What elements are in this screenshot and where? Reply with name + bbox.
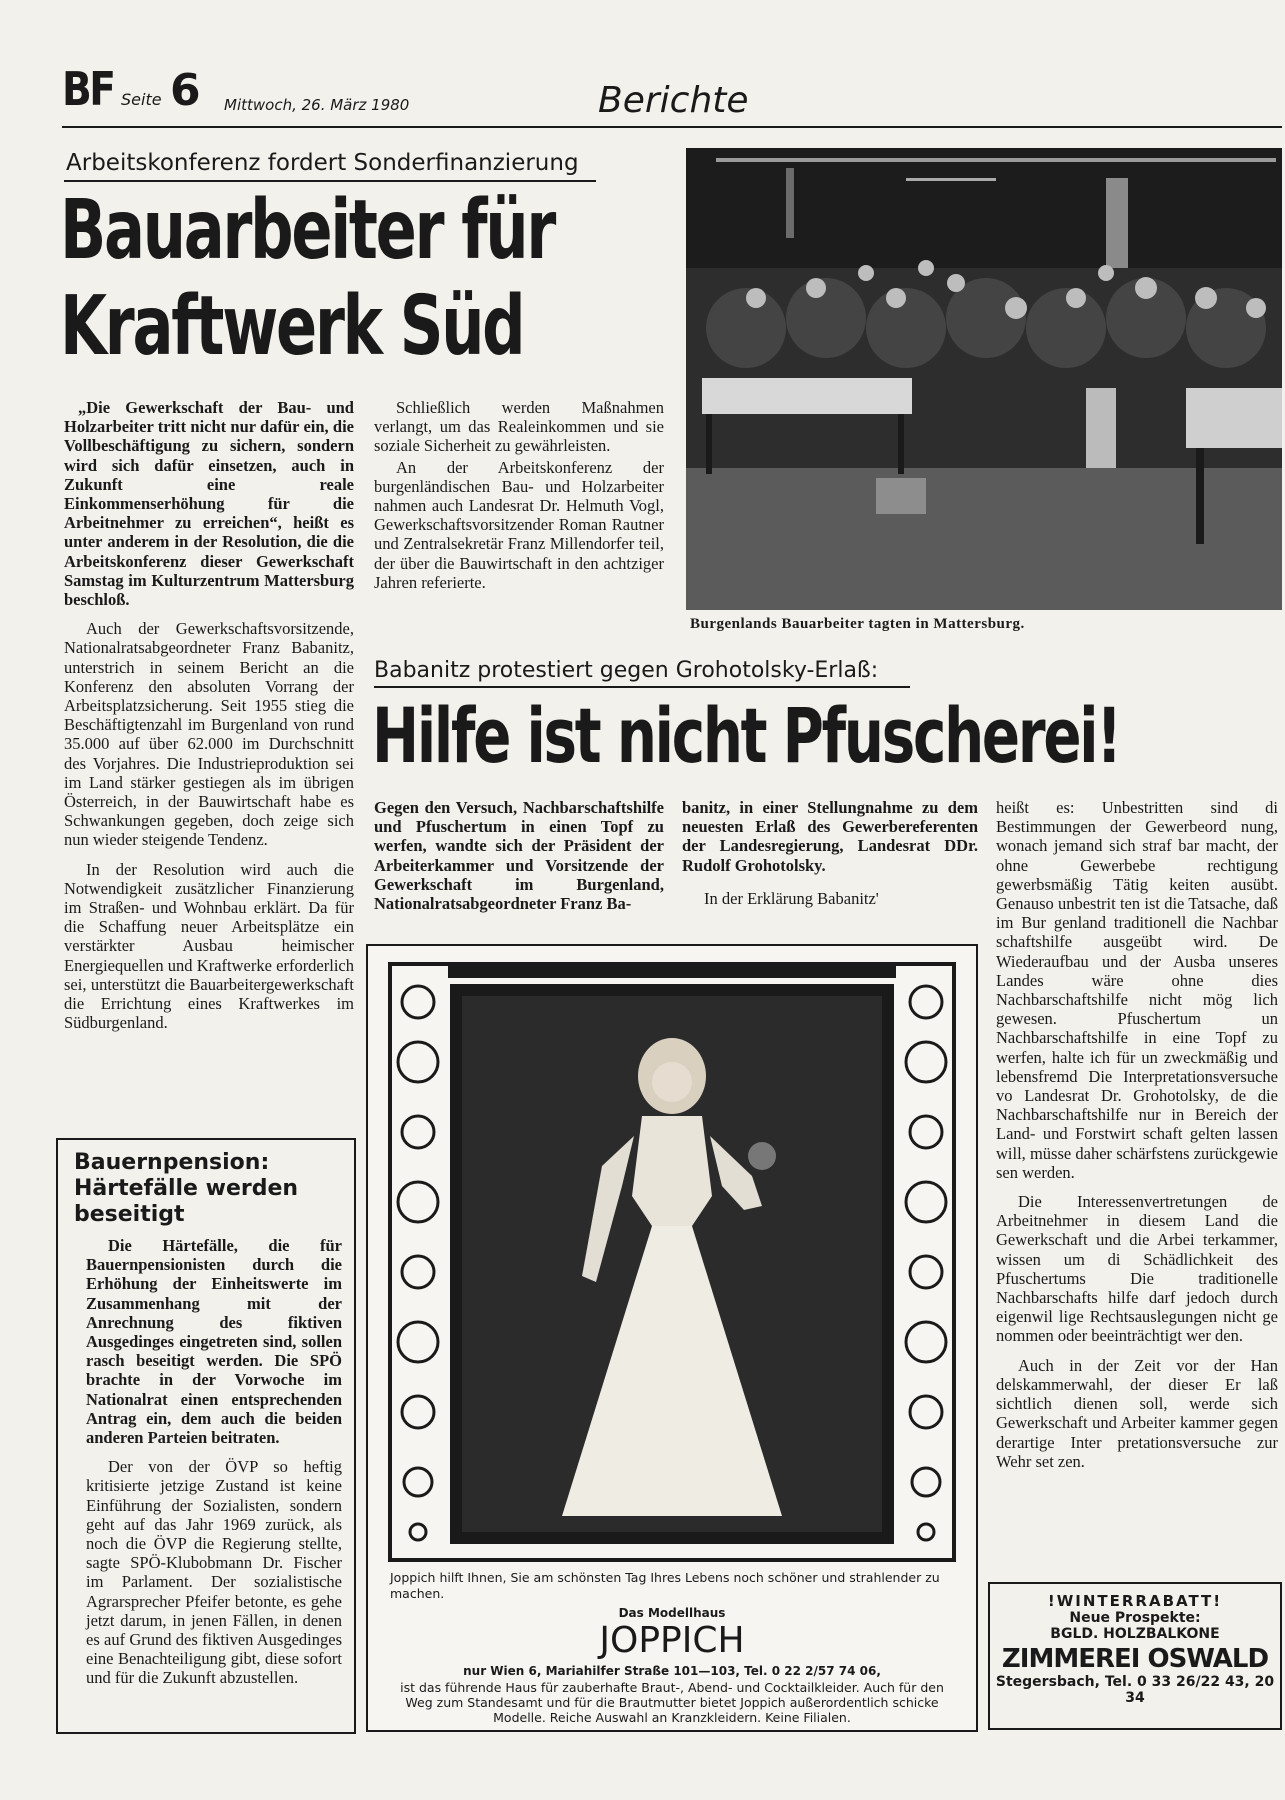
article1-headline-line1: Bauarbeiter für (60, 183, 555, 278)
article2-kicker-underline (374, 686, 910, 688)
article1-lead: „Die Gewerkschaft der Bau- und Holzarbeiter tritt nicht nur dafür ein, die Vollbeschäftigung zu sichern, sondern wird sich dafür einsetzen, auch in Zukunft eine reale Einkommenserhöhung für die Arbeitnehmer zu erreichen“, heißt es unter anderem in der Resolution, die die Arbeitskonferenz dieser Gewerkschaft Samstag im Kulturzentrum Mattersburg beschloß. (64, 398, 354, 610)
oswald-line2: Neue Prospekte: (1069, 1610, 1201, 1626)
article2-headline: Hilfe ist nicht Pfuscherei! (372, 691, 1120, 780)
oswald-brand: ZIMMEREI OSWALD (1001, 1644, 1269, 1674)
page-number: 6 (170, 65, 201, 116)
article2-kicker: Babanitz protestiert gegen Grohotolsky-Erlaß: (374, 658, 879, 683)
article1-kicker: Arbeitskonferenz fordert Sonderfinanzierung (66, 150, 579, 176)
masthead-rule (62, 126, 1282, 128)
joppich-text2: ist das führende Haus für zauberhafte Braut-, Abend- und Cocktailkleider. Auch für den Weg zum Standesamt und für die Brautmutter bietet Joppich außerordentlich schicke Modelle. Reiche Auswahl an Kranzkleidern. Keine Filialen. (400, 1680, 944, 1725)
bride-photo (462, 996, 882, 1532)
section-title: Berichte (598, 80, 749, 121)
box-text: Der von der ÖVP so heftig kritisierte jetzige Zustand ist keine Einführung der Sozialisten, sondern geht auf das Jahr 1969 zurück, als noch die ÖVP die Regierung stellte, sagte SPÖ-Klubobmann Dr. Fischer im Parlament. Der sozialistische Agrarsprecher Pfeifer betonte, es gehe jetzt darum, in jenen Fällen, in denen es auf Grund des fiktiven Ausgedinges eine Benachteiligung gibt, diese sofort und für die Zukunft abzustellen. (86, 1457, 342, 1688)
box-headline: Bauernpension: Härtefälle werden beseitigt (74, 1150, 299, 1227)
joppich-label: Das Modellhaus (618, 1606, 726, 1620)
conference-photo (686, 148, 1282, 610)
photo-caption: Burgenlands Bauarbeiter tagten in Mattersburg. (690, 616, 1025, 632)
article1-col2 (374, 398, 664, 602)
box-body (86, 1236, 342, 1688)
article2-lead-col1: Gegen den Versuch, Nachbarschaftshilfe und Pfuschertum in einen Topf zu werfen, wandte sich der Präsident der Arbeiterkammer und Vorsitzende der Gewerkschaft im Burgenland, Nationalratsabgeordneter Franz Ba- (374, 798, 664, 914)
article1-p2: In der Resolution wird auch die Notwendigkeit zusätzlicher Finanzierung im Straßen- und Wohnbau erklärt. Da für die Schaffung neuer Arbeitsplätze ein verstärkter Ausbau heimischer Energiequellen und Kraftwerke erforderlich sei, unterstützt die Bauarbeitergewerkschaft die Errichtung eines Kraftwerkes im Südburgenland. (64, 859, 354, 1033)
conference-photo-image (686, 148, 1282, 610)
article1-col1 (64, 398, 354, 1043)
joppich-brand: JOPPICH (599, 1620, 745, 1661)
oswald-line1: !WINTERRABATT! (1047, 1592, 1223, 1610)
kicker-underline (64, 180, 596, 182)
article2-right-p1: heißt es: Unbestritten sind di Bestimmungen der Gewerbeord nung, wonach jemand sich straf bar macht, der ohne Gewerbebe rechtigung gewerbsmäßig Tätig keiten ausübt. Genauso unbestrit ten ist die Tatsache, daß im Bur genland traditionell die Nachbar schaftshilfe ausgeübt wird. De Wiederaufbau und der Ausba unseres Landes wäre ohne dies Nachbarschaftshilfe nicht mög lich gewesen. Pfuschertum un Nachbarschaftshilfe in eine Topf zu werfen, halte ich für un zweckmäßig und lebensfremd Die Interpretationsversuche vo Landesrat Dr. Grohotolsky, de die Nachbarschaftshilfe nur in Bereich der Land- und Forstwirt schaft gelten lassen will, müsse daher schärfstens zurückgewie sen werden. (996, 798, 1278, 1182)
article2-right-p2: Die Interessenvertretungen de Arbeitnehmer in diesem Land die Gewerkschaft und die Arbei terkammer, wissen um di Schädlichkeit des Pfuschertums Die traditionelle Nachbarschafts hilfe darf jedoch durch eigenwil lige Rechtsauslegungen nicht ge nommen oder beeinträchtigt wer den. (996, 1192, 1278, 1346)
masthead-date: Mittwoch, 26. März 1980 (224, 96, 410, 114)
article1-p4: An der Arbeitskonferenz der burgenländischen Bau- und Holzarbeiter nahmen auch Landesrat Dr. Helmuth Vogl, Gewerkschaftsvorsitzender Roman Rautner und Zentralsekretär Franz Millendorfer teil, der über die Bauwirtschaft in den achtziger Jahren referierte. (374, 457, 664, 592)
article1-p3: Schließlich werden Maßnahmen verlangt, um das Realeinkommen und sie soziale Sicherheit zu gewährleisten. (374, 398, 664, 456)
joppich-ad[interactable] (366, 944, 978, 1732)
article2-right-p3: Auch in der Zeit vor der Han delskammerwahl, der dieser Er laß sichtlich dienen soll, werde sich Gewerkschaft und Arbeiter kammer gegen derartige Inter pretationsversuche zur Wehr set zen. (996, 1355, 1278, 1471)
oswald-address: Stegersbach, Tel. 0 33 26/22 43, 20 34 (995, 1674, 1275, 1706)
joppich-address: nur Wien 6, Mariahilfer Straße 101—103, Tel. 0 22 2/57 74 06, (463, 1664, 881, 1678)
joppich-text1: Joppich hilft Ihnen, Sie am schönsten Tag Ihres Lebens noch schöner und strahlender zu machen. (390, 1570, 940, 1601)
bauernpension-box (56, 1138, 356, 1734)
article1-headline-line2: Kraftwerk Süd (60, 279, 524, 374)
oswald-line3: BGLD. HOLZBALKONE (1050, 1626, 1220, 1642)
article2-lead-col2: banitz, in einer Stellungnahme zu dem neuesten Erlaß des Gewerbereferenten der Landesregierung, Landesrat DDr. Rudolf Grohotolsky. (682, 798, 978, 875)
masthead-logo: BF (62, 62, 114, 116)
article2-right-col (996, 798, 1278, 1481)
page-label: Seite (121, 90, 162, 109)
article1-p1: Auch der Gewerkschaftsvorsitzende, Nationalratsabgeordneter Franz Babanitz, unterstrich in seinem Bericht an die Konferenz den absoluten Vorrang der Arbeitsplatzsicherung. Seit 1955 stieg die Beschäftigtenzahl im Burgenland von rund 35.000 auf über 62.000 im Durchschnitt des Vorjahres. Die Industrieproduktion sei im Land stärker gestiegen als im übrigen Österreich, in der Bauwirtschaft habe es Schwankungen gegeben, doch zeige sich nun wieder steigende Tendenz. (64, 619, 354, 850)
oswald-ad[interactable] (988, 1582, 1282, 1730)
article2-col2 (682, 798, 978, 918)
article2-col2-body: In der Erklärung Babanitz' (704, 888, 879, 908)
box-lead: Die Härtefälle, die für Bauernpensionisten durch die Erhöhung der Einheitswerte im Zusammenhang mit der Anrechnung des fiktiven Ausgedinges eingetreten sind, sollen rasch beseitigt werden. Die SPÖ brachte in der Vorwoche im Nationalrat einen entsprechenden Antrag ein, dem auch die beiden anderen Parteien beitraten. (86, 1236, 342, 1448)
